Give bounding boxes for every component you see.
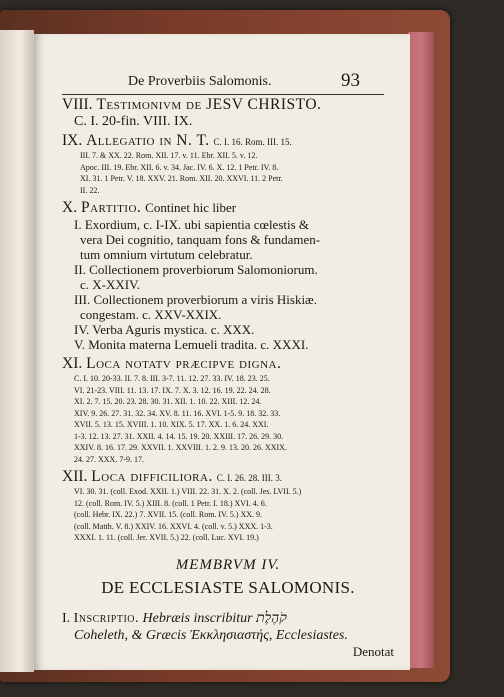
page-number: 93 xyxy=(341,70,360,91)
section-viii-heading xyxy=(62,96,394,114)
page-body xyxy=(62,96,394,660)
ref-line: XI. 2. 7. 15. 20. 23. 28. 30. 31. XII. 1. 10. 22. XIII. 12. 24. xyxy=(74,397,262,406)
header-rule xyxy=(62,94,384,95)
inscriptio-text: Hebræis inscribitur קֹהֶלֶת xyxy=(142,610,287,626)
ref-line: XVII. 5. 13. 15. XVIII. 1. 10. XIX. 5. 17. XX. 1. 6. 24. XXI. xyxy=(74,420,269,429)
partitio-line: V. Monita materna Lemueli tradita. c. XXXI. xyxy=(74,337,309,352)
section-number: VIII. xyxy=(62,96,93,113)
book-page xyxy=(34,34,410,670)
section-number: X. xyxy=(62,199,78,216)
section-number: I. xyxy=(62,610,71,626)
section-number: XI. xyxy=(62,355,83,372)
ref-line: C. I. 10. 20-33. II. 7. 8. III. 3-7. 11. 12. 27. 33. IV. 18. 23. 25. xyxy=(74,374,270,383)
section-intro: Continet hic liber xyxy=(145,200,237,215)
section-number: XII. xyxy=(62,468,88,485)
partitio-line: tum omnium virtutum celebratur. xyxy=(80,247,253,262)
partitio-line: vera Dei cognitio, tanquam fons & fundamen- xyxy=(80,232,321,247)
partitio-line: IV. Verba Aguris mystica. c. XXX. xyxy=(74,322,255,337)
membrum-subtitle: MEMBRVM IV. xyxy=(175,556,281,573)
ref-line: XXIV. 8. 16. 17. 29. XXVII. 1. XXVIII. 1. 2. 9. 13. 20. 26. XXIX. xyxy=(74,443,287,452)
membrum-title: DE ECCLESIASTE SALOMONIS. xyxy=(101,577,355,597)
partitio-line: II. Collectionem proverbiorum Salomoniorum. xyxy=(74,262,318,277)
catchword: Denotat xyxy=(352,643,394,659)
ref-line: 24. 27. XXX. 7-9. 17. xyxy=(74,454,144,464)
page-edge xyxy=(408,32,434,668)
ref-line: (coll. Hebr. IX. 22.) 7. XVII. 15. (coll. Rom. IV. 5.) XX. 9. xyxy=(74,510,263,519)
inscriptio-line-2: Coheleth, & Græcis Ἐκκλησιαστής, Ecclesiastes. xyxy=(74,627,348,643)
left-page xyxy=(0,30,34,672)
section-viii-line: C. I. 20-fin. VIII. IX. xyxy=(74,114,193,129)
section-title: Testimonivm de JESV CHRISTO. xyxy=(96,96,322,113)
partitio-line: c. X-XXIV. xyxy=(80,277,141,292)
ref-line: XIV. 9. 26. 27. 31. 32. 34. XV. 8. 11. 16. XVI. 1-5. 9. 18. 32. 33. xyxy=(74,408,281,418)
ref-line: XXXI. 1. 11. (coll. Jer. XVII. 5.) 22. (coll. Luc. XVI. 19.) xyxy=(74,533,259,542)
section-title: Inscriptio. xyxy=(73,610,140,626)
ref-line: XI. 31. 1 Petr. V. 18. XXV. 21. Rom. XII. 20. XXVI. 11. 2 Petr. xyxy=(80,174,283,183)
ref-line: 1-3. 12. 13. 27. 31. XXII. 4. 14. 15. 19. 20. XXIII. 17. 26. 29. 30. xyxy=(74,431,284,441)
ref-line: VI. 30. 31. (coll. Exod. XXII. 1.) VIII. 22. 31. X. 2. (coll. Jes. LVII. 5.) xyxy=(74,487,302,496)
section-xi-heading xyxy=(62,355,394,373)
section-title: Allegatio in N. T. xyxy=(86,132,210,149)
partitio-line: congestam. c. XXV-XXIX. xyxy=(80,307,222,322)
ref-line: 12. (coll. Rom. IV. 5.) XIII. 8. (coll. 1 Petr. I. 18.) XVI. 4. 6. xyxy=(74,498,267,508)
section-ix-ref: C. I. 16. Rom. III. 15. xyxy=(213,137,292,147)
partitio-line: III. Collectionem proverbiorum a viris Hiskiæ. xyxy=(74,292,317,307)
section-title: Loca notatv præcipve digna. xyxy=(86,355,282,372)
section-title: Loca difficiliora. xyxy=(91,468,213,485)
section-xii-heading xyxy=(62,468,394,486)
ref-line: III. 7. & XX. 22. Rom. XII. 17. v. 11. Ebr. XII. 5. v. 12. xyxy=(80,151,258,160)
ref-line: Apoc. III. 19. Ebr. XII. 6. v. 34. Jac. IV. 6. X. 12. 1 Petr. IV. 8. xyxy=(80,162,279,172)
section-x-heading xyxy=(62,199,394,217)
page-header xyxy=(34,70,410,94)
section-xii-ref: C. I. 26. 28. III. 3. xyxy=(216,473,282,483)
running-title: De Proverbiis Salomonis. xyxy=(128,74,272,89)
partitio-line: I. Exordium, c. I-IX. ubi sapientia cœlestis & xyxy=(74,217,310,232)
ref-line: VI. 21-23. VIII. 11. 13. 17. IX. 7. X. 3. 12. 16. 19. 22. 24. 28. xyxy=(74,385,271,395)
inscriptio-line-1 xyxy=(62,610,394,627)
ref-line: (coll. Matth. V. 8.) XXIV. 16. XXVI. 4. (coll. v. 5.) XXX. 1-3. xyxy=(74,521,273,531)
section-number: IX. xyxy=(62,132,83,149)
ref-line: II. 22. xyxy=(80,185,100,195)
section-ix-heading xyxy=(62,132,394,150)
section-title: Partitio. xyxy=(80,199,142,216)
